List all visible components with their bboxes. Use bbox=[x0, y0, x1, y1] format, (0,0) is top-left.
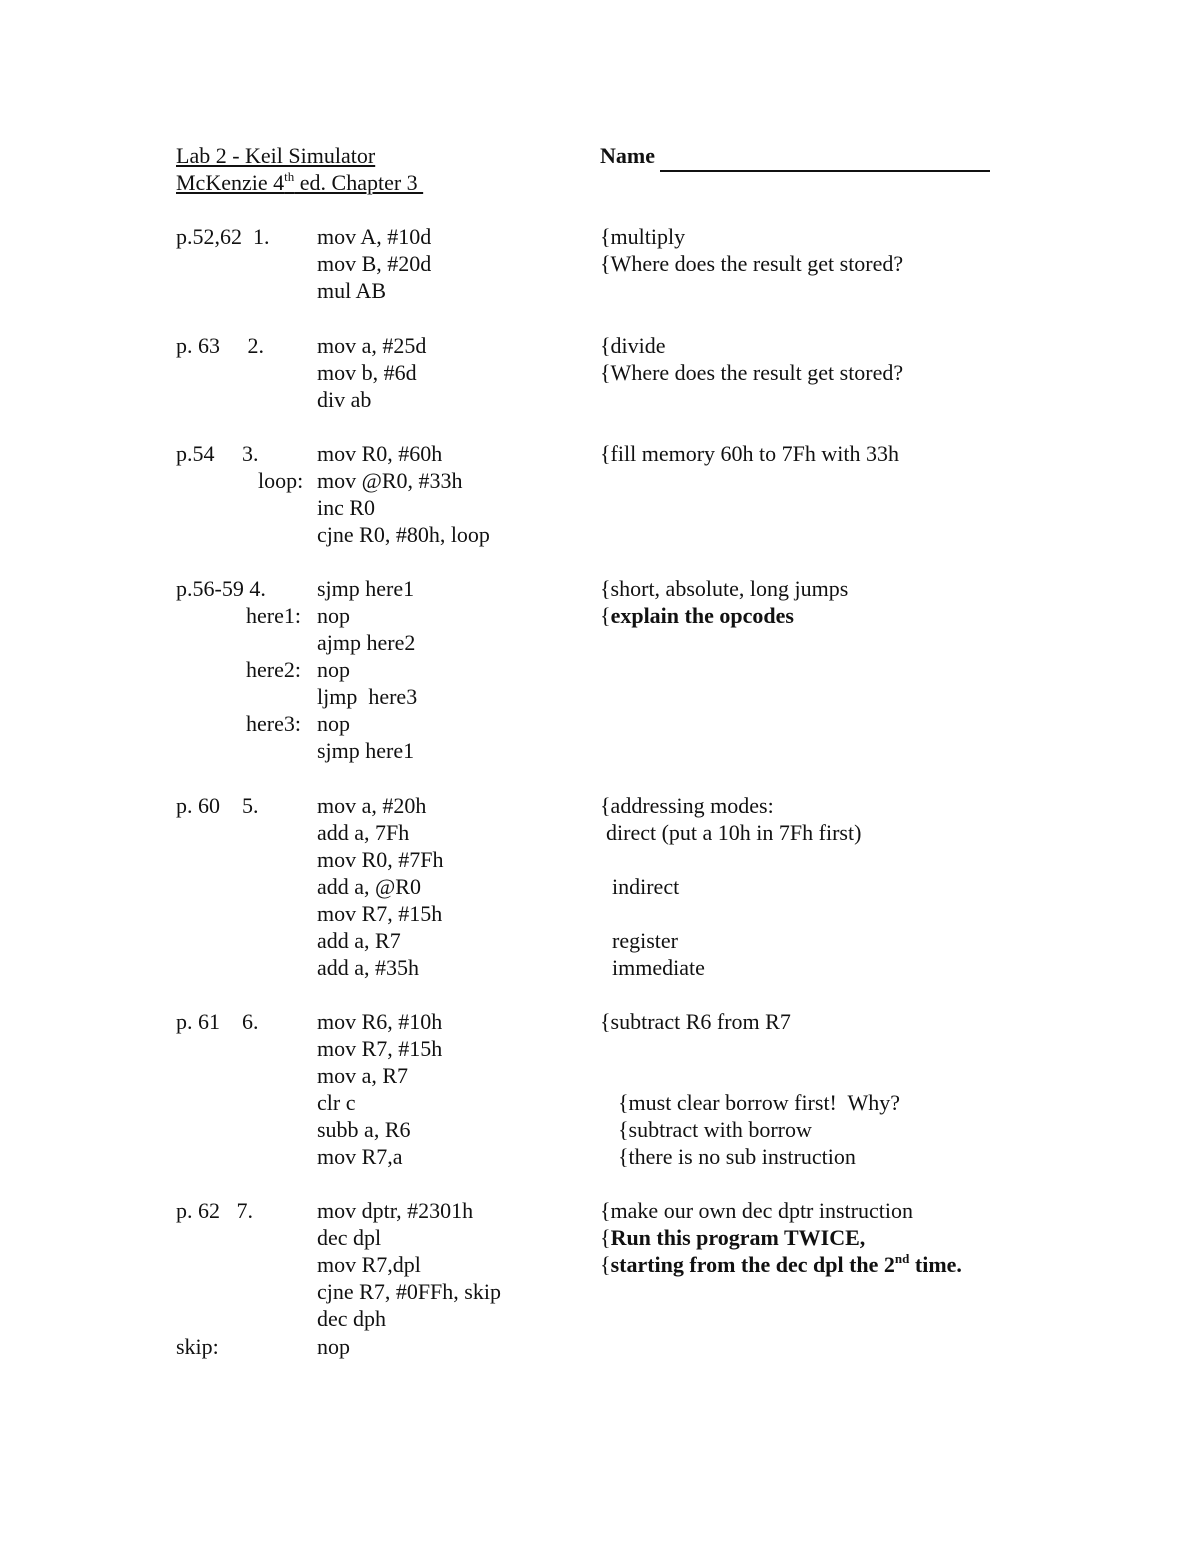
ex2-code-line: mov b, #6d bbox=[317, 360, 417, 385]
ex5-comment: register bbox=[612, 928, 678, 953]
ex6-code-line: mov R7,a bbox=[317, 1144, 403, 1169]
ex2-reference: p. 63 2. bbox=[176, 333, 264, 358]
ex1-code-line: mov B, #20d bbox=[317, 251, 432, 276]
ex7-code-line: cjne R7, #0FFh, skip bbox=[317, 1279, 501, 1304]
ex1-code-line: mul AB bbox=[317, 278, 387, 303]
ex1-comment: {Where does the result get stored? bbox=[600, 251, 904, 276]
ex5-code-line: add a, R7 bbox=[317, 928, 401, 953]
ex7-code-line: dec dph bbox=[317, 1306, 387, 1331]
ex3-code-line: cjne R0, #80h, loop bbox=[317, 522, 490, 547]
ex5-code-line: mov a, #20h bbox=[317, 793, 427, 818]
ex4-code-line: sjmp here1 bbox=[317, 738, 415, 763]
ex4-label: here1: bbox=[246, 603, 301, 628]
ex5-comment: direct (put a 10h in 7Fh first) bbox=[606, 820, 862, 845]
name-blank-line bbox=[660, 170, 990, 172]
ex7-comment: {Run this program TWICE, bbox=[600, 1225, 866, 1250]
ex7-comment: {make our own dec dptr instruction bbox=[600, 1198, 913, 1223]
textbook-reference: McKenzie 4th ed. Chapter 3 bbox=[176, 169, 424, 195]
ex4-code-line: ajmp here2 bbox=[317, 630, 416, 655]
ex5-code-line: mov R0, #7Fh bbox=[317, 847, 444, 872]
ex6-code-line: subb a, R6 bbox=[317, 1117, 411, 1142]
ex4-comment: {explain the opcodes bbox=[600, 603, 794, 628]
ex3-comment: {fill memory 60h to 7Fh with 33h bbox=[600, 441, 899, 466]
ex5-reference: p. 60 5. bbox=[176, 793, 259, 818]
ex4-code-line: nop bbox=[317, 711, 350, 736]
ex4-label: here2: bbox=[246, 657, 301, 682]
ex3-code-line: inc R0 bbox=[317, 495, 376, 520]
lab-title: Lab 2 - Keil Simulator bbox=[176, 143, 376, 168]
ex7-code-line: nop bbox=[317, 1334, 350, 1359]
ex4-code-line: ljmp here3 bbox=[317, 684, 418, 709]
ex1-comment: {multiply bbox=[600, 224, 686, 249]
ex6-comment: {subtract R6 from R7 bbox=[600, 1009, 791, 1034]
ex6-comment: {subtract with borrow bbox=[618, 1117, 812, 1142]
ex6-code-line: clr c bbox=[317, 1090, 356, 1115]
ex3-label: loop: bbox=[258, 468, 304, 493]
ex7-reference: p. 62 7. bbox=[176, 1198, 253, 1223]
ex2-comment: {divide bbox=[600, 333, 666, 358]
ex4-code-line: nop bbox=[317, 603, 350, 628]
ex4-reference: p.56-59 4. bbox=[176, 576, 266, 601]
ex7-code-line: mov R7,dpl bbox=[317, 1252, 421, 1277]
ex6-code-line: mov a, R7 bbox=[317, 1063, 409, 1088]
ex3-reference: p.54 3. bbox=[176, 441, 259, 466]
ex7-comment: {starting from the dec dpl the 2nd time. bbox=[600, 1251, 962, 1277]
ex4-comment: {short, absolute, long jumps bbox=[600, 576, 849, 601]
ex7-code-line: mov dptr, #2301h bbox=[317, 1198, 474, 1223]
ex6-code-line: mov R6, #10h bbox=[317, 1009, 443, 1034]
ex7-label: skip: bbox=[176, 1334, 219, 1359]
ex5-code-line: add a, @R0 bbox=[317, 874, 421, 899]
ex3-code-line: mov @R0, #33h bbox=[317, 468, 463, 493]
ex5-comment: {addressing modes: bbox=[600, 793, 774, 818]
name-label: Name bbox=[600, 143, 655, 168]
ex6-code-line: mov R7, #15h bbox=[317, 1036, 443, 1061]
ex1-reference: p.52,62 1. bbox=[176, 224, 270, 249]
ex2-code-line: div ab bbox=[317, 387, 372, 412]
ex3-code-line: mov R0, #60h bbox=[317, 441, 443, 466]
ex2-comment: {Where does the result get stored? bbox=[600, 360, 904, 385]
ex5-comment: immediate bbox=[612, 955, 705, 980]
ex5-code-line: mov R7, #15h bbox=[317, 901, 443, 926]
ex5-code-line: add a, 7Fh bbox=[317, 820, 410, 845]
ex2-code-line: mov a, #25d bbox=[317, 333, 427, 358]
ex6-comment: {must clear borrow first! Why? bbox=[618, 1090, 901, 1115]
ex6-reference: p. 61 6. bbox=[176, 1009, 259, 1034]
ex5-comment: indirect bbox=[612, 874, 680, 899]
ex4-code-line: sjmp here1 bbox=[317, 576, 415, 601]
ex6-comment: {there is no sub instruction bbox=[618, 1144, 856, 1169]
ex4-label: here3: bbox=[246, 711, 301, 736]
ex1-code-line: mov A, #10d bbox=[317, 224, 432, 249]
ex5-code-line: add a, #35h bbox=[317, 955, 420, 980]
ex7-code-line: dec dpl bbox=[317, 1225, 382, 1250]
ex4-code-line: nop bbox=[317, 657, 350, 682]
